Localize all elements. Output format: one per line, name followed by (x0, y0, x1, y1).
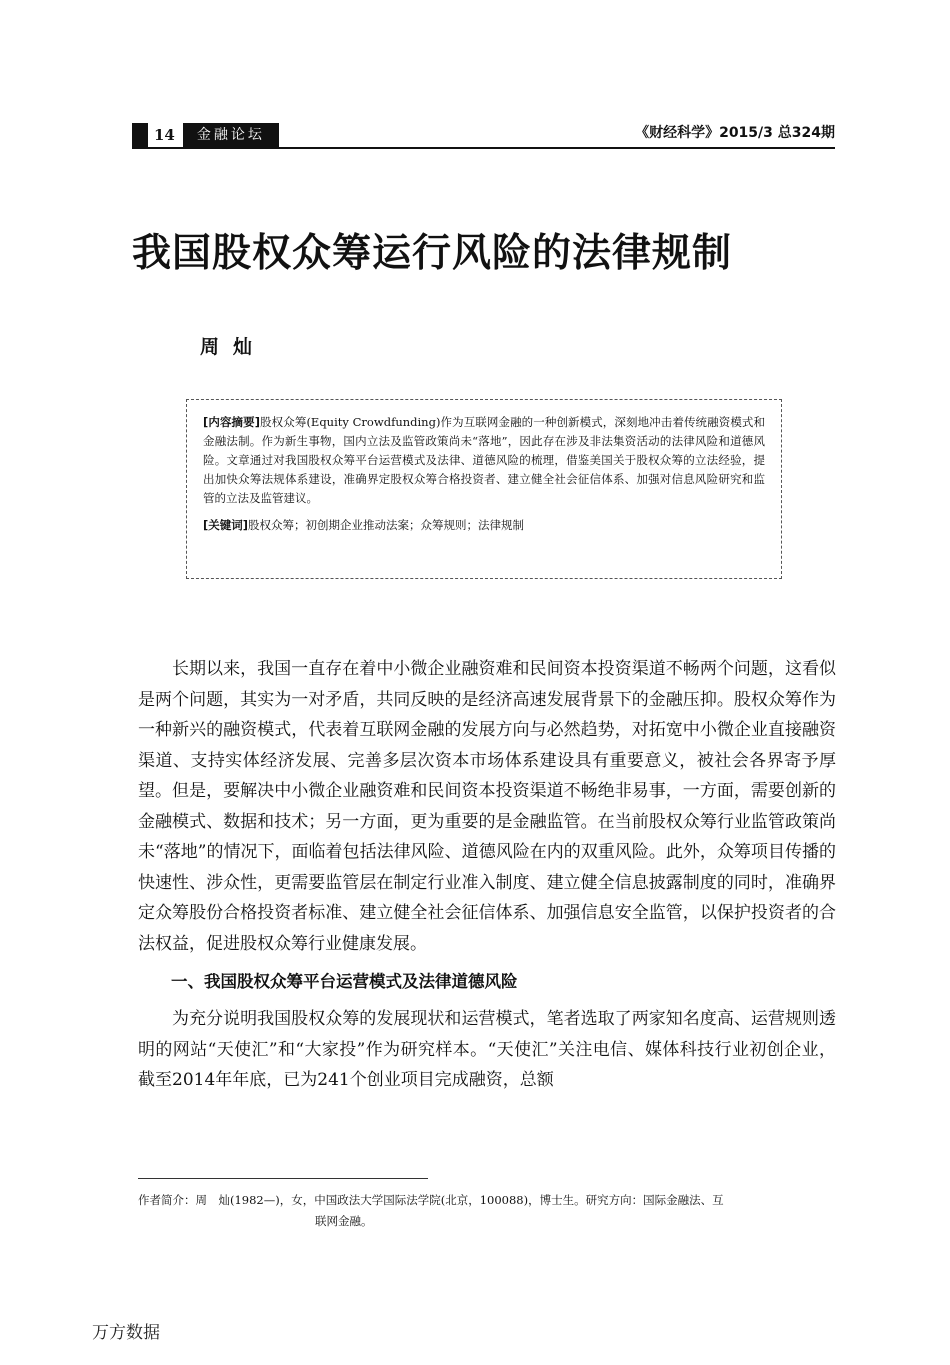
article-title: 我国股权众筹运行风险的法律规制 (132, 231, 733, 276)
body-paragraph-1: 长期以来，我国一直存在着中小微企业融资难和民间资本投资渠道不畅两个问题，这看似是两个问题，其实为一对矛盾，共同反映的是经济高速发展背景下的金融压抑。股权众筹作为一种新兴的融资模式，代表着互联网金融的发展方向与必然趋势，对拓宽中小微企业直接融资渠道、支持实体经济发展、完善多层次资本市场体系建设具有重要意义，被社会各界寄予厚望。但是，要解决中小微企业融资难和民间资本投资渠道不畅绝非易事，一方面，需要创新的金融模式、数据和技术；另一方面，更为重要的是金融监管。在当前股权众筹行业监管政策尚未“落地”的情况下，面临着包括法律风险、道德风险在内的双重风险。此外，众筹项目传播的快速性、涉众性，更需要监管层在制定行业准入制度、建立健全信息披露制度的同时，准确界定众筹股份合格投资者标准、建立健全社会征信体系、加强信息安全监管，以保护投资者的合法权益，促进股权众筹行业健康发展。 (138, 659, 836, 954)
author-footnote (138, 1190, 838, 1232)
footnote-line-1: 作者简介：周 灿(1982—)，女，中国政法大学国际法学院(北京，100088)，博士生。研究方向：国际金融法、互 (138, 1193, 724, 1207)
body-paragraph-2: 为充分说明我国股权众筹的发展现状和运营模式，笔者选取了两家知名度高、运营规则透明的网站“天使汇”和“大家投”作为研究样本。“天使汇”关注电信、媒体科技行业初创企业，截至2014年年底，已为241个创业项目完成融资，总额 (138, 1009, 836, 1090)
journal-info: 《财经科学》2015/3 总324期 (635, 125, 835, 141)
section-tag: 金融论坛 (183, 123, 279, 147)
article-author: 周灿 (200, 336, 267, 358)
running-header (132, 123, 835, 149)
footnote-rule (138, 1178, 428, 1179)
keywords-paragraph (203, 516, 765, 535)
footnote-line-2: 联网金融。 (315, 1214, 373, 1228)
watermark: 万方数据 (92, 1323, 160, 1343)
keywords-text: 股权众筹；初创期企业推动法案；众筹规则；法律规制 (248, 518, 525, 532)
article-body (138, 654, 836, 1096)
header-black-block (132, 123, 148, 147)
abstract-paragraph (203, 413, 765, 508)
abstract-label: [内容摘要] (203, 415, 260, 429)
abstract-box (186, 399, 782, 579)
abstract-text: 股权众筹(Equity Crowdfunding)作为互联网金融的一种创新模式，深刻地冲击着传统融资模式和金融法制。作为新生事物，国内立法及监管政策尚未“落地”，因此存在涉及非法集资活动的法律风险和道德风险。文章通过对我国股权众筹平台运营模式及法律、道德风险的梳理，借鉴美国关于股权众筹的立法经验，提出加快众筹法规体系建设，准确界定股权众筹合格投资者、建立健全社会征信体系、加强对信息风险研究和监管的立法及监管建议。 (203, 415, 766, 505)
section-heading-1: 一、我国股权众筹平台运营模式及法律道德风险 (171, 972, 518, 991)
page-number: 14 (154, 126, 175, 144)
keywords-label: [关键词] (203, 518, 249, 532)
header-left-group (132, 123, 279, 147)
header-rule (132, 147, 835, 149)
